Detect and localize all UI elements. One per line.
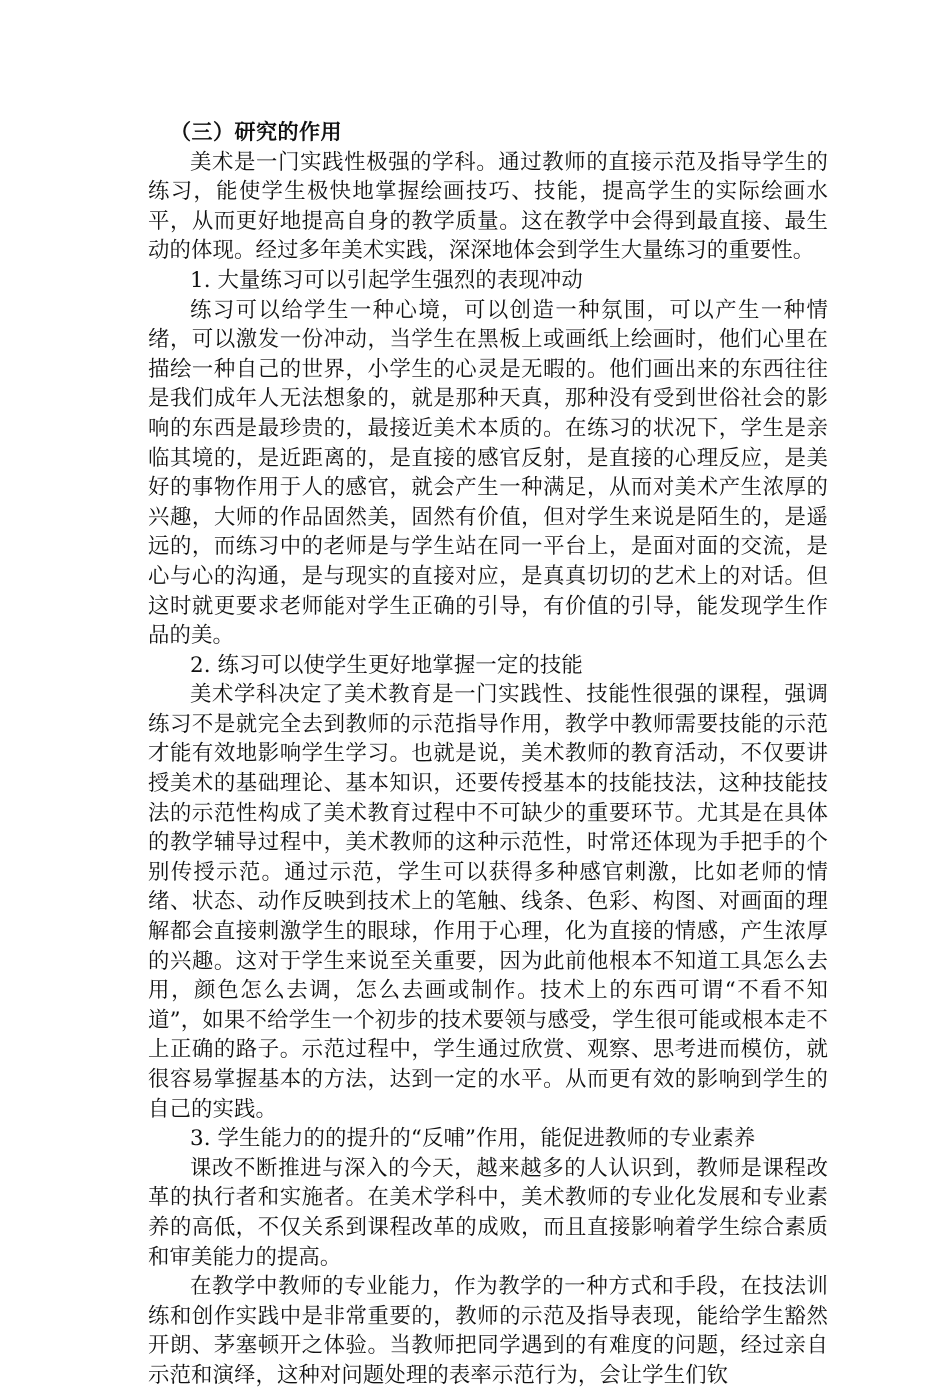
intro-paragraph: 美术是一门实践性极强的学科。通过教师的直接示范及指导学生的练习，能使学生极快地掌握绘画技巧、技能，提高学生的实际绘画水平，从而更好地提高自身的教学质量。这在教学中会得到最直接、最生动的体现。经过多年美术实践，深深地体会到学生大量练习的重要性。 [148, 149, 828, 264]
subheading-3: 3. 学生能力的的提升的“反哺”作用，能促进教师的专业素养 [190, 1126, 756, 1152]
subheading-2: 2. 练习可以使学生更好地掌握一定的技能 [190, 652, 583, 678]
paragraph-skills: 美术学科决定了美术教育是一门实践性、技能性很强的课程，强调练习不是就完全去到教师的示范指导作用，教学中教师需要技能的示范才能有效地影响学生学习。也就是说，美术教师的教育活动，不仅要讲授美术的基础理论、基本知识，还要传授基本的技能技法，这种技能技法的示范性构成了美术教育过程中不可缺少的重要环节。尤其是在具体的教学辅导过程中，美术教师的这种示范性，时常还体现为手把手的个别传授示范。通过示范，学生可以获得多种感官刺激，比如老师的情绪、状态、动作反映到技术上的笔触、线条、色彩、构图、对画面的理解都会直接刺激学生的眼球，作用于心理，化为直接的情感，产生浓厚的兴趣。这对于学生来说至关重要，因为此前他根本不知道工具怎么去用，颜色怎么去调，怎么去画或制作。技术上的东西可谓“不看不知道”，如果不给学生一个初步的技术要领与感受，学生很可能或根本走不上正确的路子。示范过程中，学生通过欣赏、观察、思考进而模仿，就很容易掌握基本的方法，达到一定的水平。从而更有效的影响到学生的自己的实践。 [148, 682, 828, 1122]
subheading-1: 1. 大量练习可以引起学生强烈的表现冲动 [190, 267, 583, 293]
document-page [148, 118, 828, 1391]
section-heading: （三）研究的作用 [170, 120, 342, 144]
paragraph-teacher-ability: 在教学中教师的专业能力，作为教学的一种方式和手段，在技法训练和创作实践中是非常重要的，教师的示范及指导表现，能给学生豁然开朗、茅塞顿开之体验。当教师把同学遇到的有难度的问题，经过亲自示范和演绎，这种对问题处理的表率示范行为，会让学生们钦 [148, 1274, 828, 1388]
paragraph-practice-impulse: 练习可以给学生一种心境，可以创造一种氛围，可以产生一种情绪，可以激发一份冲动，当学生在黑板上或画纸上绘画时，他们心里在描绘一种自己的世界，小学生的心灵是无暇的。他们画出来的东西往往是我们成年人无法想象的，就是那种天真，那种没有受到世俗社会的影响的东西是最珍贵的，最接近美术本质的。在练习的状况下，学生是亲临其境的，是近距离的，是直接的感官反射，是直接的心理反应，是美好的事物作用于人的感官，就会产生一种满足，从而对美术产生浓厚的兴趣，大师的作品固然美，固然有价值，但对学生来说是陌生的，是遥远的，而练习中的老师是与学生站在同一平台上，是面对面的交流，是心与心的沟通，是与现实的直接对应，是真真切切的艺术上的对话。但这时就更要求老师能对学生正确的引导，有价值的引导，能发现学生作品的美。 [148, 297, 828, 649]
paragraph-curriculum-reform: 课改不断推进与深入的今天，越来越多的人认识到，教师是课程改革的执行者和实施者。在美术学科中，美术教师的专业化发展和专业素养的高低，不仅关系到课程改革的成败，而且直接影响着学生综合素质和审美能力的提高。 [148, 1155, 828, 1270]
